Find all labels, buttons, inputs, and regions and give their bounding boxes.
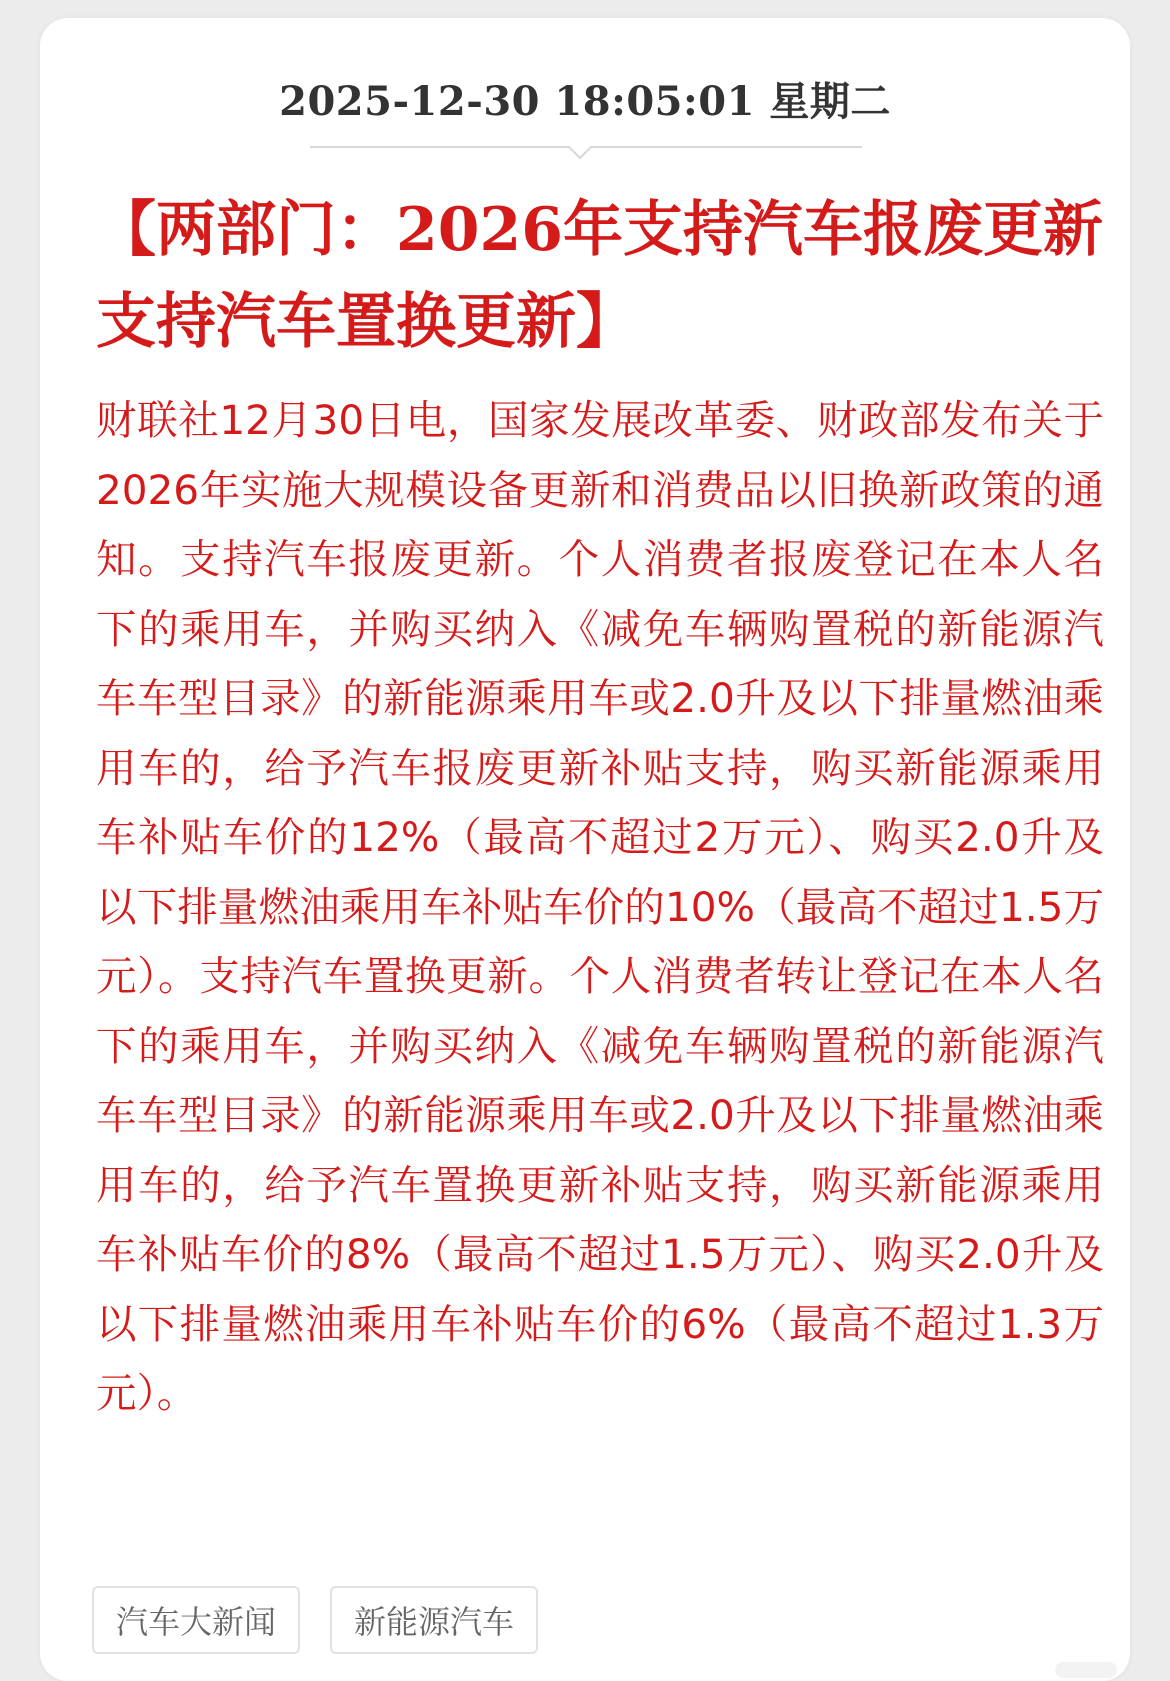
post-timestamp: 2025-12-30 18:05:01 星期二 bbox=[279, 78, 891, 125]
tag-car-news[interactable]: 汽车大新闻 bbox=[92, 1586, 300, 1654]
topic-tags bbox=[92, 1586, 538, 1654]
tag-new-energy-vehicles[interactable]: 新能源汽车 bbox=[330, 1586, 538, 1654]
scroll-indicator[interactable] bbox=[1055, 1662, 1117, 1678]
post-card bbox=[40, 18, 1130, 1681]
post-body: 财联社12月30日电，国家发展改革委、财政部发布关于2026年实施大规模设备更新和消费品以旧换新政策的通知。支持汽车报废更新。个人消费者报废登记在本人名下的乘用车，并购买纳入《减免车辆购置税的新能源汽车车型目录》的新能源乘用车或2.0升及以下排量燃油乘用车的，给予汽车报废更新补贴支持，购买新能源乘用车补贴车价的12%（最高不超过2万元）、购买2.0升及以下排量燃油乘用车补贴车价的10%（最高不超过1.5万元）。支持汽车置换更新。个人消费者转让登记在本人名下的乘用车，并购买纳入《减免车辆购置税的新能源汽车车型目录》的新能源乘用车或2.0升及以下排量燃油乘用车的，给予汽车置换更新补贴支持，购买新能源乘用车补贴车价的8%（最高不超过1.5万元）、购买2.0升及以下排量燃油乘用车补贴车价的6%（最高不超过1.3万元）。 bbox=[96, 396, 1104, 1417]
post-headline: 【两部门：2026年支持汽车报废更新支持汽车置换更新】 bbox=[96, 195, 1103, 357]
divider-notch-icon bbox=[569, 137, 592, 160]
